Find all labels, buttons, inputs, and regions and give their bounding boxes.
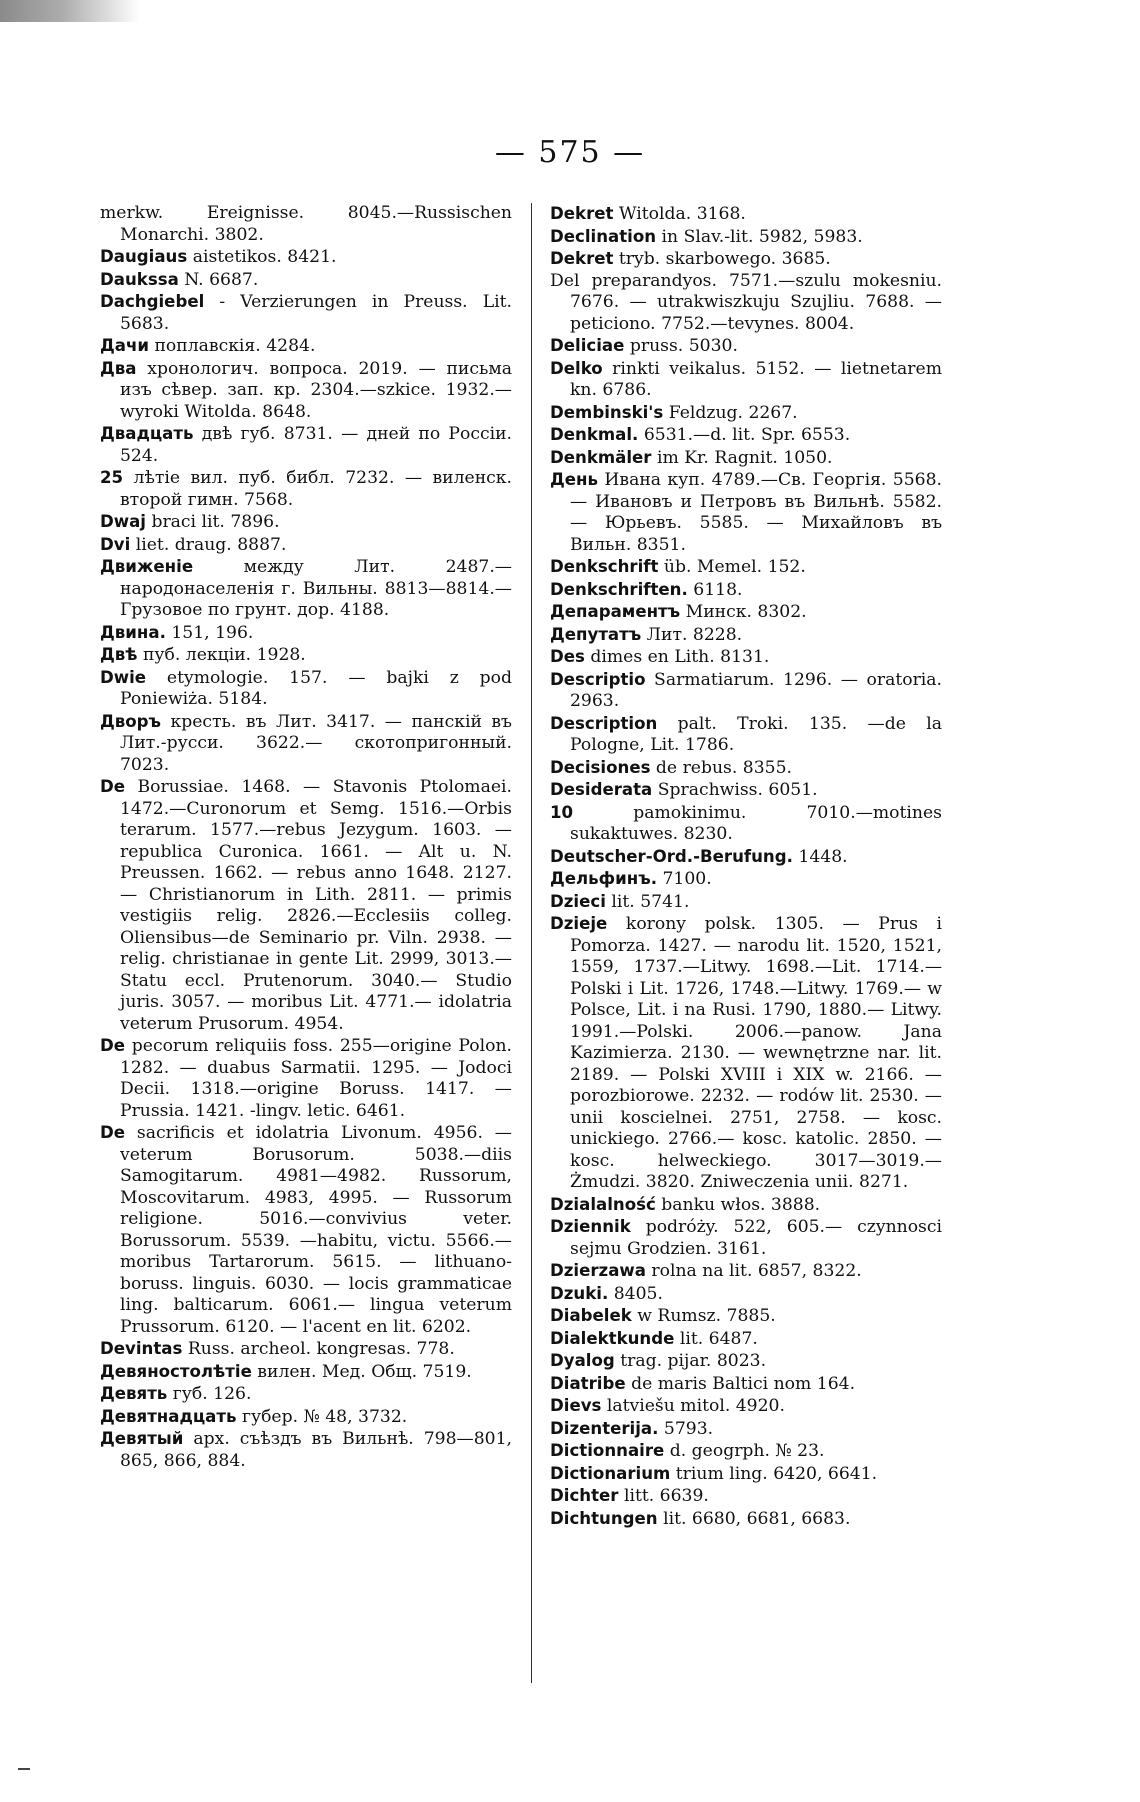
index-entry — [550, 1395, 942, 1418]
entry-headword: Двѣ — [100, 645, 138, 664]
entry-headword: Dzierzawa — [550, 1261, 646, 1280]
entry-headword: Дачи — [100, 336, 149, 355]
entry-headword: Dwie — [100, 667, 147, 687]
entry-headword: De — [100, 777, 126, 796]
column-divider — [531, 203, 532, 1683]
entry-references: 1448. — [792, 846, 848, 867]
entry-references: 6118. — [687, 579, 743, 600]
entry-headword: Denkschriften. — [550, 579, 688, 599]
index-entry — [100, 423, 512, 467]
entry-references: N. 6687. — [178, 269, 259, 290]
index-entry — [100, 1383, 512, 1406]
right-column — [550, 203, 942, 1530]
entry-headword: Dekret — [550, 249, 614, 268]
entry-references: Минск. 8302. — [680, 602, 807, 622]
entry-references: 6531.—d. lit. Spr. 6553. — [638, 425, 851, 445]
page-number: — 575 — — [494, 135, 646, 170]
index-entry — [100, 1361, 512, 1384]
entry-headword: Dichter — [550, 1486, 619, 1505]
index-entry — [550, 868, 942, 891]
entry-references: Sprachwiss. 6051. — [652, 780, 818, 800]
index-entry — [550, 248, 942, 271]
entry-headword: Des — [550, 647, 585, 666]
entry-references: Del preparandyos. 7571.—szulu mokesniu. 7676. — utrakwiszkuju Szujliu. 7688. —peticiono. 7752.—tevynes. 8004. — [550, 270, 942, 334]
entry-references: lit. 6487. — [674, 1328, 758, 1349]
entry-references: merkw. Ereignisse. 8045.—Russischen Monarchi. 3802. — [100, 203, 512, 245]
entry-references: pecorum reliquiis foss. 255—origine Polon. 1282. — duabus Sarmatii. 1295. — Jodoci Decii. 1318.—origine Boruss. 1417. —Prussia. 1421. -lingv. letic. 6461. — [120, 1036, 512, 1121]
index-entry — [550, 1350, 942, 1373]
entry-headword: Dwaj — [100, 512, 146, 531]
entry-references: Borussiae. 1468. — Stavonis Ptolomaei. 1472.—Curonorum et Semg. 1516.—Orbis terarum. 1577.—rebus Jezygum. 1603. — republica Curonica. 1661. — Alt u. N. Preussen. 1662. — rebus anno 1648. 2127. — Christianorum in Lith. 2811. — primis vestigiis relig. 2826.—Ecclesiis colleg. Oliensibus—de Seminario pr. Viln. 2938. — relig. christianae in gente Lit. 2999, 3013.— Statu eccl. Prutenorum. 3040.— Studio juris. 3057. — moribus Lit. 4771.— idolatria veterum Prusorum. 4954. — [120, 777, 512, 1034]
entry-references: 7100. — [657, 869, 712, 889]
entry-headword: Девятнадцать — [100, 1406, 237, 1426]
entry-references: aistetikos. 8421. — [187, 247, 337, 267]
entry-headword: Dekret — [550, 204, 614, 223]
entry-headword: Двадцать — [100, 424, 194, 443]
index-entry — [100, 1035, 512, 1122]
entry-references: dimes en Lith. 8131. — [584, 647, 770, 667]
entry-headword: Девятый — [100, 1429, 184, 1448]
entry-references: lit. 5741. — [605, 891, 690, 912]
index-entry — [100, 1338, 512, 1361]
entry-headword: Dictionarium — [550, 1463, 671, 1483]
scan-artifact — [18, 1768, 30, 1770]
entry-references: üb. Memel. 152. — [658, 557, 806, 577]
index-entry — [100, 467, 512, 511]
index-entry — [100, 358, 512, 424]
scan-artifact — [0, 0, 140, 22]
entry-references: между Лит. 2487.—народонаселенія г. Вильны. 8813—8814.—Грузовое по грунт. дор. 4188. — [120, 557, 512, 620]
index-entry — [550, 203, 942, 226]
entry-headword: Daukssa — [100, 269, 179, 289]
entry-references: palt. Troki. 135. —de la Pologne, Lit. 1786. — [570, 713, 942, 755]
entry-headword: Dvi — [100, 534, 131, 554]
index-entry — [100, 644, 512, 667]
entry-references: etymologie. 157. — bajki z pod Poniewiża. 5184. — [120, 667, 512, 709]
entry-headword: Dzieje — [550, 914, 608, 933]
index-entry — [550, 669, 942, 713]
index-entry — [550, 271, 942, 336]
entry-references: pruss. 5030. — [624, 336, 738, 356]
entry-headword: Diatribe — [550, 1373, 626, 1393]
index-entry — [100, 1428, 512, 1472]
entry-headword: Descriptio — [550, 669, 646, 689]
entry-headword: Дворъ — [100, 711, 162, 731]
entry-references: podróży. 522, 605.— czynnosci sejmu Grodzien. 3161. — [570, 1217, 942, 1259]
entry-references: арх. съѣздъ въ Вильнѣ. 798—801, 865, 866, 884. — [120, 1429, 512, 1471]
entry-references: rolna na lit. 6857, 8322. — [645, 1261, 862, 1281]
entry-references: лѣтіе вил. пуб. библ. 7232. — виленск. второй гимн. 7568. — [120, 468, 512, 510]
entry-headword: Daugiaus — [100, 247, 188, 266]
index-entry — [550, 757, 942, 780]
entry-headword: Decisiones — [550, 757, 651, 777]
entry-references: w Rumsz. 7885. — [631, 1306, 776, 1326]
index-entry — [550, 424, 942, 447]
index-entry — [550, 447, 942, 470]
entry-references: Лит. 8228. — [641, 624, 743, 645]
entry-headword: De — [100, 1123, 126, 1142]
entry-headword: Denkmal. — [550, 425, 639, 444]
index-entry — [100, 269, 512, 292]
index-entry — [550, 1283, 942, 1306]
entry-headword: Dzialalność — [550, 1194, 656, 1214]
entry-references: 5793. — [658, 1418, 714, 1439]
entry-headword: Dichtungen — [550, 1508, 658, 1528]
entry-headword: Deutscher-Ord.-Berufung. — [550, 846, 793, 866]
entry-references: d. geogrph. № 23. — [664, 1441, 825, 1461]
entry-headword: Dievs — [550, 1396, 602, 1415]
entry-references: хронологич. вопроса. 2019. — письма изъ сѣвер. зап. кр. 2304.—szkice. 1932.—wyroki Witolda. 8648. — [120, 358, 512, 422]
entry-references: кресть. въ Лит. 3417. — панскій въ Лит.-русси. 3622.— скотопригонный. 7023. — [120, 711, 512, 775]
entry-headword: Diabelek — [550, 1306, 632, 1325]
index-entry — [550, 713, 942, 757]
entry-references: Feldzug. 2267. — [663, 402, 798, 423]
index-entry — [550, 891, 942, 914]
index-entry — [550, 913, 942, 1194]
index-entry — [550, 1508, 942, 1531]
index-entry — [550, 335, 942, 358]
entry-headword: Delko — [550, 358, 603, 378]
entry-references: пуб. лекціи. 1928. — [137, 645, 306, 665]
entry-references: tryb. skarbowego. 3685. — [613, 249, 831, 269]
entry-headword: Депараментъ — [550, 602, 681, 621]
entry-headword: Движеніе — [100, 557, 194, 576]
index-entry — [550, 846, 942, 869]
entry-headword: Депутатъ — [550, 624, 642, 644]
index-entry — [550, 1418, 942, 1441]
entry-headword: Dziennik — [550, 1217, 631, 1236]
entry-headword: Девять — [100, 1384, 168, 1403]
entry-references: поплавскія. 4284. — [149, 336, 316, 356]
entry-headword: Deliciae — [550, 336, 625, 355]
entry-headword: Dictionnaire — [550, 1441, 665, 1460]
entry-references: banku włos. 3888. — [655, 1194, 821, 1215]
index-entry — [100, 1406, 512, 1429]
entry-headword: Description — [550, 713, 658, 733]
index-entry — [100, 667, 512, 711]
entry-references: Sarmatiarum. 1296. — oratoria. 2963. — [570, 669, 942, 711]
index-entry — [100, 711, 512, 777]
entry-headword: 25 — [100, 468, 124, 487]
left-column — [100, 203, 512, 1472]
index-entry — [550, 1373, 942, 1396]
entry-references: trag. pijar. 8023. — [614, 1351, 767, 1371]
entry-references: pamokinimu. 7010.—motines sukaktuwes. 8230. — [570, 802, 942, 844]
entry-headword: Двина. — [100, 622, 166, 642]
entry-references: - Verzierungen in Preuss. Lit. 5683. — [120, 292, 512, 334]
entry-references: двѣ губ. 8731. — дней по Россіи. 524. — [120, 424, 512, 466]
entry-references: вилен. Мед. Общ. 7519. — [251, 1361, 472, 1382]
entry-references: Witolda. 3168. — [613, 204, 746, 224]
index-entry — [550, 1328, 942, 1351]
entry-references: litt. 6639. — [618, 1486, 709, 1506]
index-entry — [100, 534, 512, 557]
entry-references: губ. 126. — [167, 1384, 252, 1404]
index-entry — [100, 511, 512, 534]
index-entry — [100, 291, 512, 335]
entry-headword: Devintas — [100, 1339, 183, 1358]
entry-headword: Dialektkunde — [550, 1328, 675, 1348]
entry-references: rinkti veikalus. 5152. — lietnetarem kn. 6786. — [570, 358, 942, 400]
index-entry — [100, 203, 512, 246]
entry-headword: День — [550, 470, 598, 489]
index-entry — [550, 779, 942, 802]
entry-headword: Дельфинъ. — [550, 869, 658, 888]
index-entry — [550, 646, 942, 669]
index-entry — [550, 556, 942, 579]
index-entry — [550, 579, 942, 602]
index-entry — [550, 1260, 942, 1283]
index-entry — [550, 402, 942, 425]
index-entry — [550, 1485, 942, 1508]
entry-references: braci lit. 7896. — [146, 512, 280, 532]
entry-headword: Declination — [550, 226, 657, 246]
entry-headword: Dizenterija. — [550, 1418, 659, 1438]
entry-references: korony polsk. 1305. — Prus i Pomorza. 1427. — narodu lit. 1520, 1521, 1559, 1737.—Litwy. 1698.—Lit. 1714.— Polski i Lit. 1726, 1748.—Litwy. 1769.— w Polsce, Lit. i na Rusi. 1790, 1880.— Litwy. 1991.—Polski. 2006.—panow. Jana Kazimierza. 2130. — wewnętrzne nar. lit. 2189. — Polski XVIII i XIX w. 2166. — porozbiorowe. 2232. — rodów lit. 2530. — unii koscielnei. 2751, 2758. — kosc. unickiego. 2766.— kosc. katolic. 2850. — kosc. helweckiego. 3017—3019.— Żmudzi. 3820. Zniweczenia unii. 8271. — [570, 914, 942, 1192]
entry-references: de rebus. 8355. — [650, 757, 792, 778]
index-entry — [550, 1216, 942, 1260]
entry-references: 151, 196. — [165, 622, 254, 643]
entry-headword: Dzuki. — [550, 1283, 609, 1303]
index-entry — [100, 1122, 512, 1338]
entry-references: liet. draug. 8887. — [130, 534, 287, 555]
index-entry — [100, 622, 512, 645]
entry-references: de maris Baltici nom 164. — [625, 1373, 856, 1394]
entry-headword: Denkmäler — [550, 447, 652, 467]
entry-headword: Девяностолѣтіе — [100, 1361, 252, 1381]
entry-headword: Dyalog — [550, 1351, 615, 1370]
index-entry — [550, 1305, 942, 1328]
entry-references: im Kr. Ragnit. 1050. — [651, 447, 833, 468]
entry-references: sacrificis et idolatria Livonum. 4956. —veterum Borusorum. 5038.—diis Samogitarum. 4981—4982. Russorum, Moscovitarum. 4983, 4995. — Russorum religione. 5016.—convivius veter. Borussorum. 5539. —habitu, victu. 5566.—moribus Tartarorum. 5615. — lithuano-boruss. linguis. 6030. — locis grammaticae ling. balticarum. 6061.— lingua veterum Prussorum. 6120. — l'acent en lit. 6202. — [120, 1123, 512, 1337]
entry-headword: Два — [100, 358, 137, 378]
entry-headword: Dzieci — [550, 891, 606, 911]
index-entry — [550, 601, 942, 624]
entry-headword: Dachgiebel — [100, 292, 205, 311]
index-entry — [550, 226, 942, 249]
entry-headword: Denkschrift — [550, 557, 659, 576]
entry-headword: Dembinski's — [550, 402, 664, 422]
entry-headword: 10 — [550, 802, 574, 822]
index-entry — [100, 335, 512, 358]
entry-references: latviešu mitol. 4920. — [601, 1396, 785, 1416]
index-entry — [100, 776, 512, 1035]
entry-headword: De — [100, 1036, 126, 1055]
entry-headword: Desiderata — [550, 780, 653, 799]
index-entry — [550, 1440, 942, 1463]
entry-references: губер. № 48, 3732. — [236, 1406, 408, 1427]
entry-references: trium ling. 6420, 6641. — [670, 1463, 878, 1484]
entry-references: lit. 6680, 6681, 6683. — [657, 1508, 851, 1529]
entry-references: 8405. — [608, 1283, 663, 1304]
index-entry — [550, 624, 942, 647]
index-entry — [550, 802, 942, 846]
index-entry — [550, 1194, 942, 1217]
index-entry — [100, 556, 512, 622]
index-entry — [550, 469, 942, 556]
entry-references: Russ. archeol. kongresas. 778. — [182, 1339, 455, 1359]
entry-references: in Slav.-lit. 5982, 5983. — [656, 226, 863, 247]
index-entry — [100, 246, 512, 269]
entry-references: Ивана куп. 4789.—Св. Георгія. 5568. — Ивановъ и Петровъ въ Вильнѣ. 5582. — Юрьевъ. 5585. — Михайловъ въ Вильн. 8351. — [570, 470, 942, 555]
index-entry — [550, 358, 942, 402]
index-entry — [550, 1463, 942, 1486]
